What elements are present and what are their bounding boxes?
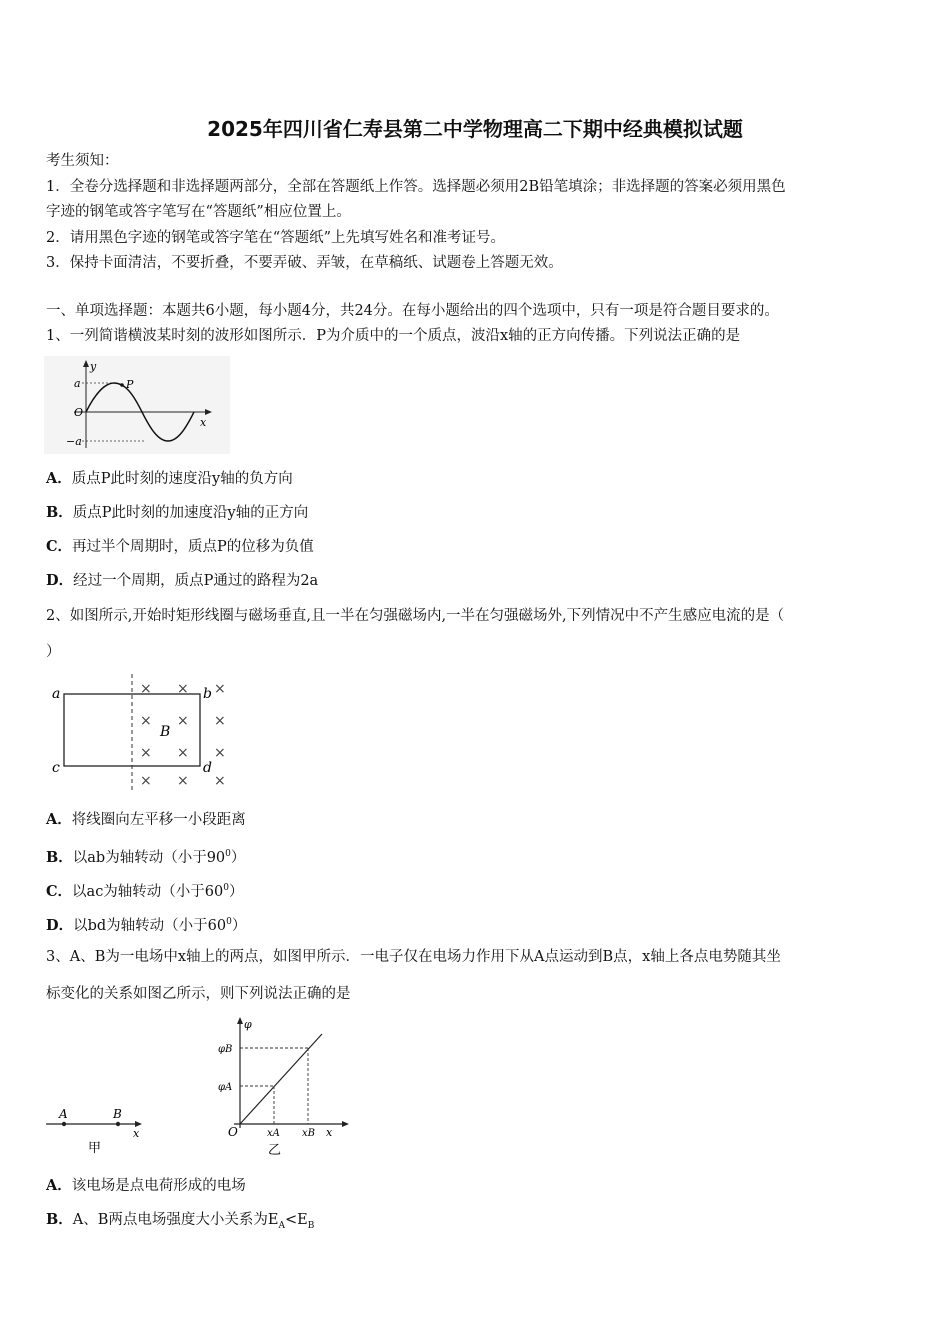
section-heading: 一、单项选择题：本题共6小题，每小题4分，共24分。在每小题给出的四个选项中，只有一项是符合题目要求的。 xyxy=(46,303,779,319)
q1-fig-a-label: a xyxy=(74,377,81,390)
q2-fig-field-label: B xyxy=(160,724,171,740)
q2-option-d[interactable]: D．以bd为轴转动（小于$60^0$） xyxy=(46,916,247,934)
svg-text:×: × xyxy=(214,773,226,789)
q1-fig-origin-label: O xyxy=(74,406,84,419)
notice-item-1-cont: 字迹的钢笔或答字笔写在“答题纸”相应位置上。 xyxy=(46,204,351,220)
q3-yi-xa-label: xA xyxy=(267,1128,280,1139)
svg-text:×: × xyxy=(140,745,152,761)
q2-option-c[interactable]: C．以ac为轴转动（小于$60^0$） xyxy=(46,882,244,900)
q2-option-a[interactable]: A．将线圈向左平移一小段距离 xyxy=(46,811,246,828)
svg-text:×: × xyxy=(140,713,152,729)
svg-text:×: × xyxy=(177,681,189,697)
q1-option-c[interactable]: C．再过半个周期时，质点P的位移为负值 xyxy=(46,538,314,555)
q3-jia-x-label: x xyxy=(133,1127,140,1140)
q1-wave-figure xyxy=(44,356,230,454)
q3-yi-origin-label: O xyxy=(228,1125,238,1139)
svg-text:×: × xyxy=(177,773,189,789)
svg-text:×: × xyxy=(214,713,226,729)
q1-option-a[interactable]: A．质点P此时刻的速度沿y轴的负方向 xyxy=(46,470,293,487)
q3-figure-yi xyxy=(214,1012,354,1160)
q2-fig-a-label: a xyxy=(52,686,61,702)
svg-text:×: × xyxy=(214,745,226,761)
notice-heading: 考生须知： xyxy=(46,153,119,169)
q3-yi-phia-label: φA xyxy=(218,1082,233,1093)
q1-fig-x-label: x xyxy=(200,416,207,429)
q2-option-b[interactable]: B．以ab为轴转动（小于$90^0$） xyxy=(46,848,246,866)
q1-fig-neg-a-label: −a xyxy=(66,435,82,448)
q3-yi-phi-label: φ xyxy=(244,1018,252,1031)
svg-text:×: × xyxy=(140,773,152,789)
q1-fig-y-label: y xyxy=(90,360,97,373)
notice-item-2: 2．请用黑色字迹的钢笔或答字笔在“答题纸”上先填写姓名和准考证号。 xyxy=(46,230,506,246)
q3-figure-jia xyxy=(44,1100,154,1160)
notice-item-3: 3．保持卡面清洁，不要折叠，不要弄破、弄皱，在草稿纸、试题卷上答题无效。 xyxy=(46,255,563,271)
svg-text:×: × xyxy=(177,745,189,761)
q3-option-a[interactable]: A．该电场是点电荷形成的电场 xyxy=(46,1177,246,1194)
q3-yi-caption: 乙 xyxy=(268,1143,282,1158)
page-title: 2025年四川省仁寿县第二中学物理高二下期中经典模拟试题 xyxy=(207,117,743,141)
notice-item-1: 1．全卷分选择题和非选择题两部分，全部在答题纸上作答。选择题必须用2B铅笔填涂；非选择题的答案必须用黑色 xyxy=(46,179,786,195)
q3-jia-b-label: B xyxy=(113,1107,122,1121)
svg-text:×: × xyxy=(214,681,226,697)
q3-yi-phib-label: φB xyxy=(218,1044,233,1055)
q1-fig-p-label: P xyxy=(126,378,134,391)
q3-jia-caption: 甲 xyxy=(88,1141,102,1156)
q3-option-b[interactable]: B．A、B两点电场强度大小关系为$E_A<E_B$ xyxy=(46,1211,315,1231)
q1-option-d[interactable]: D．经过一个周期，质点P通过的路程为2a xyxy=(46,572,319,589)
q1-stem: 1、一列简谐横波某时刻的波形如图所示．P为介质中的一个质点，波沿x轴的正方向传播。下列说法正确的是 xyxy=(46,328,741,344)
q3-yi-xb-label: xB xyxy=(302,1128,315,1139)
q2-stem-line1: 2、如图所示,开始时矩形线圈与磁场垂直,且一半在匀强磁场内,一半在匀强磁场外,下列情况中不产生感应电流的是（ xyxy=(46,608,785,624)
svg-text:×: × xyxy=(140,681,152,697)
q2-fig-b-label: b xyxy=(203,686,212,702)
q1-option-b[interactable]: B．质点P此时刻的加速度沿y轴的正方向 xyxy=(46,504,309,521)
q2-fig-d-label: d xyxy=(203,760,212,776)
q2-fig-c-label: c xyxy=(52,760,60,776)
svg-text:×: × xyxy=(177,713,189,729)
q3-stem-line2: 标变化的关系如图乙所示，则下列说法正确的是 xyxy=(46,986,351,1002)
q3-yi-x-label: x xyxy=(326,1126,333,1139)
q2-stem-line2: ） xyxy=(46,644,61,660)
q3-stem-line1: 3、A、B为一电场中x轴上的两点，如图甲所示．一电子仅在电场力作用下从A点运动到B点，x轴上各点电势随其坐 xyxy=(46,949,781,965)
q3-jia-a-label: A xyxy=(59,1107,68,1121)
q2-coil-figure xyxy=(44,672,234,794)
